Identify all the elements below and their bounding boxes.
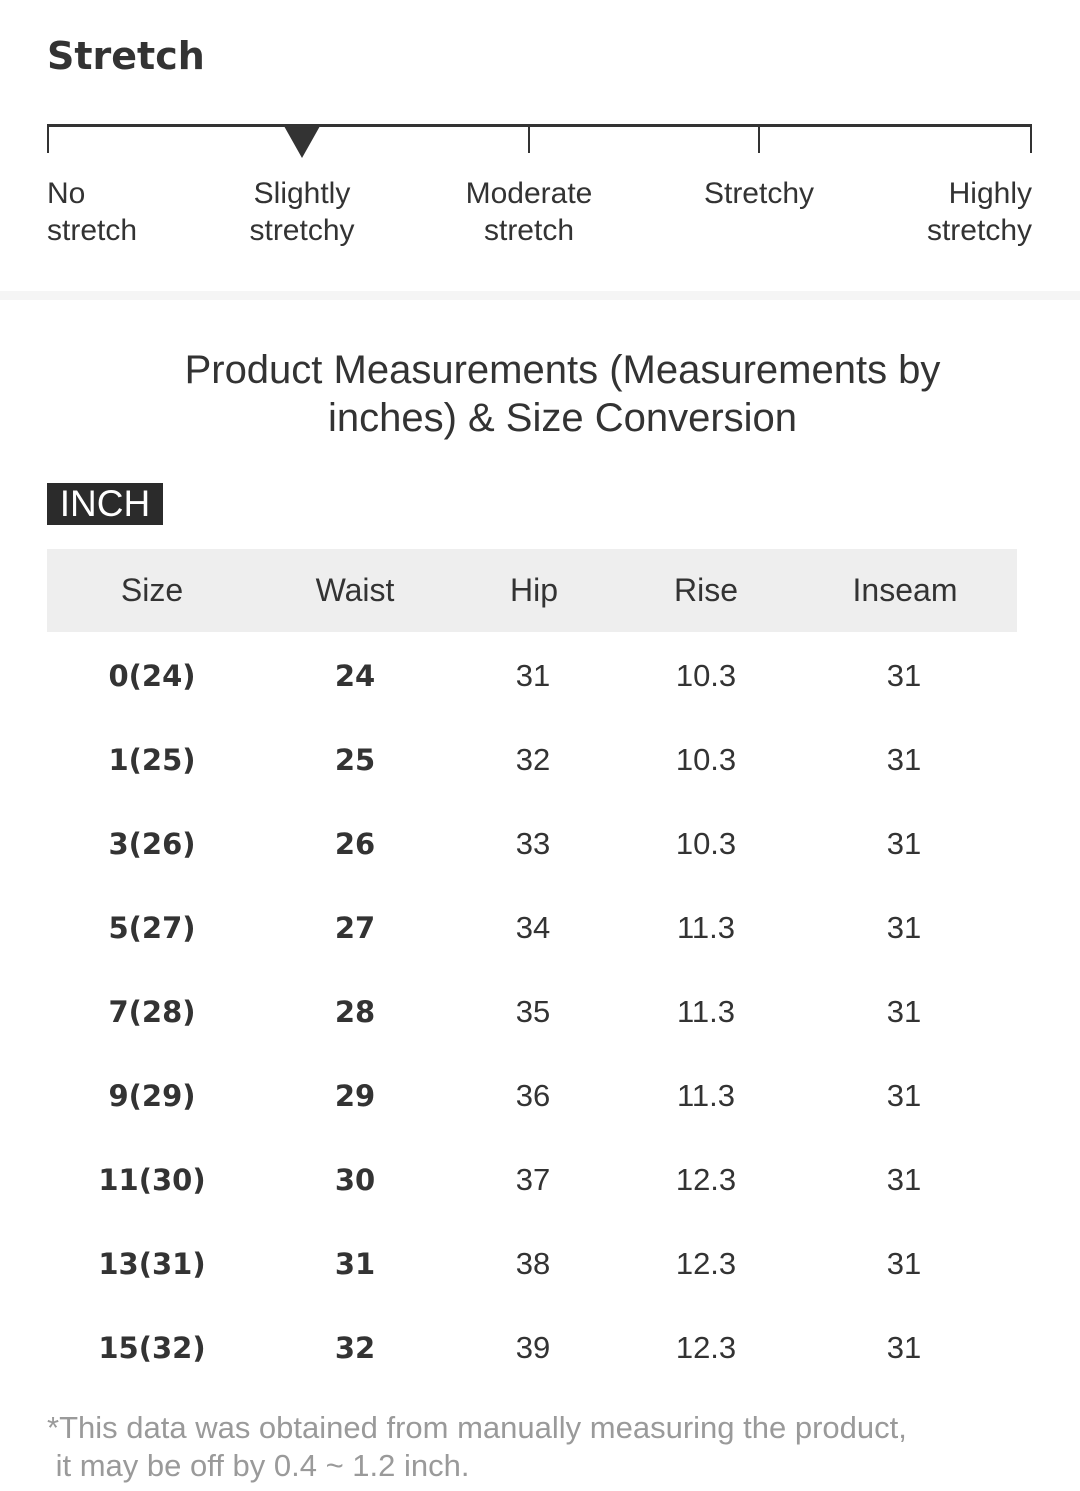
table-row: [0, 1054, 1080, 1138]
cell-inseam: 31: [886, 1330, 922, 1365]
cell-size: 7(28): [108, 995, 196, 1029]
table-row: [0, 634, 1080, 718]
cell-inseam: 31: [886, 658, 922, 693]
cell-size: 13(31): [98, 1247, 206, 1281]
stretch-scale-tick: [758, 124, 760, 153]
stretch-scale-tick: [1030, 124, 1032, 153]
measurements-title: Product Measurements (Measurements by inches) & Size Conversion: [184, 348, 941, 440]
column-header-size: Size: [120, 572, 184, 608]
stretch-scale-line: [47, 124, 1032, 127]
cell-hip: 37: [515, 1162, 551, 1197]
column-header-inseam: Inseam: [852, 572, 958, 608]
cell-waist: 30: [334, 1163, 376, 1197]
cell-rise: 12.3: [675, 1330, 737, 1365]
table-row: [0, 802, 1080, 886]
stretch-scale-tick: [47, 124, 49, 153]
cell-rise: 10.3: [675, 658, 737, 693]
table-header: [47, 549, 1017, 632]
cell-size: 11(30): [98, 1163, 206, 1197]
table-row: [0, 970, 1080, 1054]
cell-hip: 35: [515, 994, 551, 1029]
cell-size: 9(29): [108, 1079, 196, 1113]
table-row: [0, 718, 1080, 802]
cell-inseam: 31: [886, 994, 922, 1029]
cell-hip: 34: [515, 910, 551, 945]
cell-rise: 11.3: [676, 910, 736, 945]
column-header-waist: Waist: [315, 572, 395, 608]
section-divider: [0, 291, 1080, 300]
table-row: [0, 1222, 1080, 1306]
stretch-title: Stretch: [47, 34, 205, 78]
measurement-disclaimer: *This data was obtained from manually measuring the product, it may be off by 0.4 ~ 1.2 inch.: [47, 1410, 907, 1483]
cell-size: 15(32): [98, 1331, 206, 1365]
stretch-level-moderate-stretch: Moderate stretch: [465, 177, 593, 247]
stretch-level-slightly-stretchy: Slightly stretchy: [249, 177, 355, 247]
stretch-level-highly-stretchy: Highly stretchy: [926, 177, 1032, 247]
column-header-hip: Hip: [509, 572, 559, 608]
cell-hip: 33: [515, 826, 551, 861]
cell-rise: 11.3: [676, 1078, 736, 1113]
cell-hip: 39: [515, 1330, 551, 1365]
cell-waist: 26: [334, 827, 376, 861]
cell-inseam: 31: [886, 1078, 922, 1113]
unit-badge: INCH: [47, 483, 163, 525]
cell-size: 0(24): [108, 659, 196, 693]
cell-waist: 28: [334, 995, 376, 1029]
cell-rise: 10.3: [675, 826, 737, 861]
cell-waist: 25: [334, 743, 376, 777]
cell-rise: 10.3: [675, 742, 737, 777]
cell-inseam: 31: [886, 742, 922, 777]
cell-inseam: 31: [886, 1246, 922, 1281]
stretch-scale-tick: [528, 124, 530, 153]
table-row: [0, 1138, 1080, 1222]
column-header-rise: Rise: [673, 572, 739, 608]
cell-size: 5(27): [108, 911, 196, 945]
stretch-level-no-stretch: No stretch: [47, 177, 138, 247]
table-row: [0, 886, 1080, 970]
cell-waist: 27: [334, 911, 376, 945]
cell-size: 3(26): [108, 827, 196, 861]
table-row: [0, 1306, 1080, 1390]
cell-size: 1(25): [108, 743, 196, 777]
cell-rise: 12.3: [675, 1162, 737, 1197]
cell-waist: 24: [334, 659, 376, 693]
cell-inseam: 31: [886, 826, 922, 861]
cell-waist: 31: [334, 1247, 376, 1281]
cell-rise: 12.3: [675, 1246, 737, 1281]
cell-waist: 32: [334, 1331, 376, 1365]
cell-inseam: 31: [886, 910, 922, 945]
cell-hip: 36: [515, 1078, 551, 1113]
cell-inseam: 31: [886, 1162, 922, 1197]
cell-waist: 29: [334, 1079, 376, 1113]
cell-hip: 38: [515, 1246, 551, 1281]
stretch-level-stretchy: Stretchy: [703, 177, 815, 210]
cell-hip: 32: [515, 742, 551, 777]
cell-rise: 11.3: [676, 994, 736, 1029]
stretch-pointer-icon: [284, 126, 320, 158]
cell-hip: 31: [515, 658, 551, 693]
